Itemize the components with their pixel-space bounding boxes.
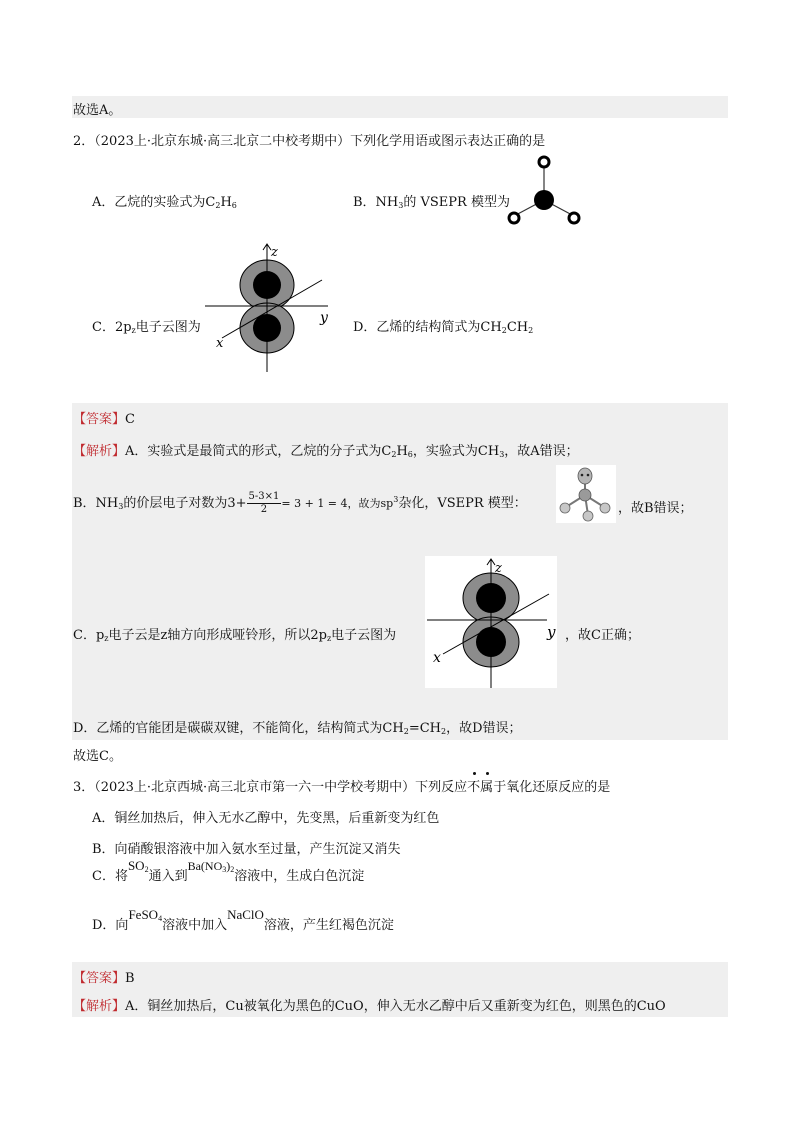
- z-axis-label: z: [495, 561, 502, 576]
- q3-option-b: B．向硝酸银溶液中加入氨水至过量，产生沉淀又消失: [92, 842, 401, 857]
- pz-orbital-image: [425, 556, 557, 688]
- q2-option-a: A．乙烷的实验式为$C_2H_6$: [92, 195, 237, 210]
- q2-stem-line: [73, 130, 545, 149]
- z-axis-label: z: [271, 245, 278, 260]
- q2-analysis-c-tail: ，故C正确；: [565, 628, 640, 643]
- q2-source: （2023上·北京东城·高三北京二中校考期中）: [94, 134, 351, 149]
- q2-analysis-a: 【解析】A．实验式是最简式的形式，乙烷的分子式为$C_2H_6$，实验式为$CH_3$，故A错误；: [73, 444, 579, 459]
- q3-option-a: A．铜丝加热后，伸入无水乙醇中，先变黑，后重新变为红色: [92, 811, 440, 826]
- q2-number: 2．: [73, 134, 95, 149]
- answer-value: B: [125, 971, 135, 986]
- fraction: $\frac{5-3\times 1}{2}$: [248, 491, 280, 515]
- x-axis-label: x: [433, 650, 441, 666]
- q3-number: 3．: [73, 780, 95, 795]
- prev-conclusion: 故选A。: [73, 103, 122, 118]
- q2-option-b: B．$NH_3$的 VSEPR 模型为: [353, 195, 510, 210]
- q3-source: （2023上·北京西城·高三北京市第一六一中学校考期中）: [94, 780, 416, 795]
- q2-analysis-b-tail: ，故B错误；: [618, 501, 693, 516]
- emphasis-char: 属: [480, 776, 493, 795]
- q2-analysis-b: B．$NH_3$的价层电子对数为3+ $\frac{5-3\times 1}{2}$ = 3 + 1 = 4，故为$sp^3$杂化，VSEPR 模型：: [73, 491, 527, 515]
- emphasis-char: 不: [467, 776, 480, 795]
- vsepr-ballstick-image: [556, 465, 616, 523]
- analysis-tag: 【解析】: [73, 999, 126, 1014]
- q2-stem: 下列化学用语或图示表达正确的是: [350, 134, 546, 149]
- answer-value: C: [125, 412, 135, 427]
- answer-tag: 【答案】: [73, 971, 126, 986]
- q3-analysis: 【解析】A．铜丝加热后，Cu被氧化为黑色的CuO，伸入无水乙醇中后又重新变为红色，则黑色的CuO: [73, 999, 666, 1014]
- q3-option-c: C．将$SO_2$通入到$Ba(NO_3)_2$溶液中，生成白色沉淀: [92, 858, 365, 884]
- q3-option-d: D．向FeSO$_4$溶液中加入NaClO溶液，产生红褐色沉淀: [92, 907, 394, 933]
- vsepr-model-diagram: [500, 150, 590, 230]
- q2-conclusion: 故选C。: [73, 749, 122, 764]
- y-axis-label: y: [547, 623, 556, 641]
- q2-option-c: C．$2p_z$电子云图为: [92, 320, 201, 335]
- prev-conclusion-band: [72, 96, 728, 118]
- analysis-tag: 【解析】: [73, 444, 126, 459]
- q2-analysis-d: D．乙烯的官能团是碳碳双键，不能简化，结构简式为$CH_2=CH_2$，故D错误；: [73, 721, 522, 736]
- y-axis-label: y: [320, 310, 328, 326]
- q2-analysis-c: C．$p_z$电子云是z轴方向形成哑铃形，所以$2p_z$电子云图为: [73, 628, 397, 643]
- answer-tag: 【答案】: [73, 412, 126, 427]
- q2-option-d: D．乙烯的结构简式为$CH_2CH_2$: [353, 320, 534, 335]
- x-axis-label: x: [216, 336, 224, 351]
- pz-orbital-diagram: [200, 240, 340, 375]
- q3-stem-line: 3．（2023上·北京西城·高三北京市第一六一中学校考期中）下列反应不属于氧化还原反应的是: [73, 776, 610, 795]
- q3-answer: [73, 967, 135, 986]
- q2-answer: [73, 408, 135, 427]
